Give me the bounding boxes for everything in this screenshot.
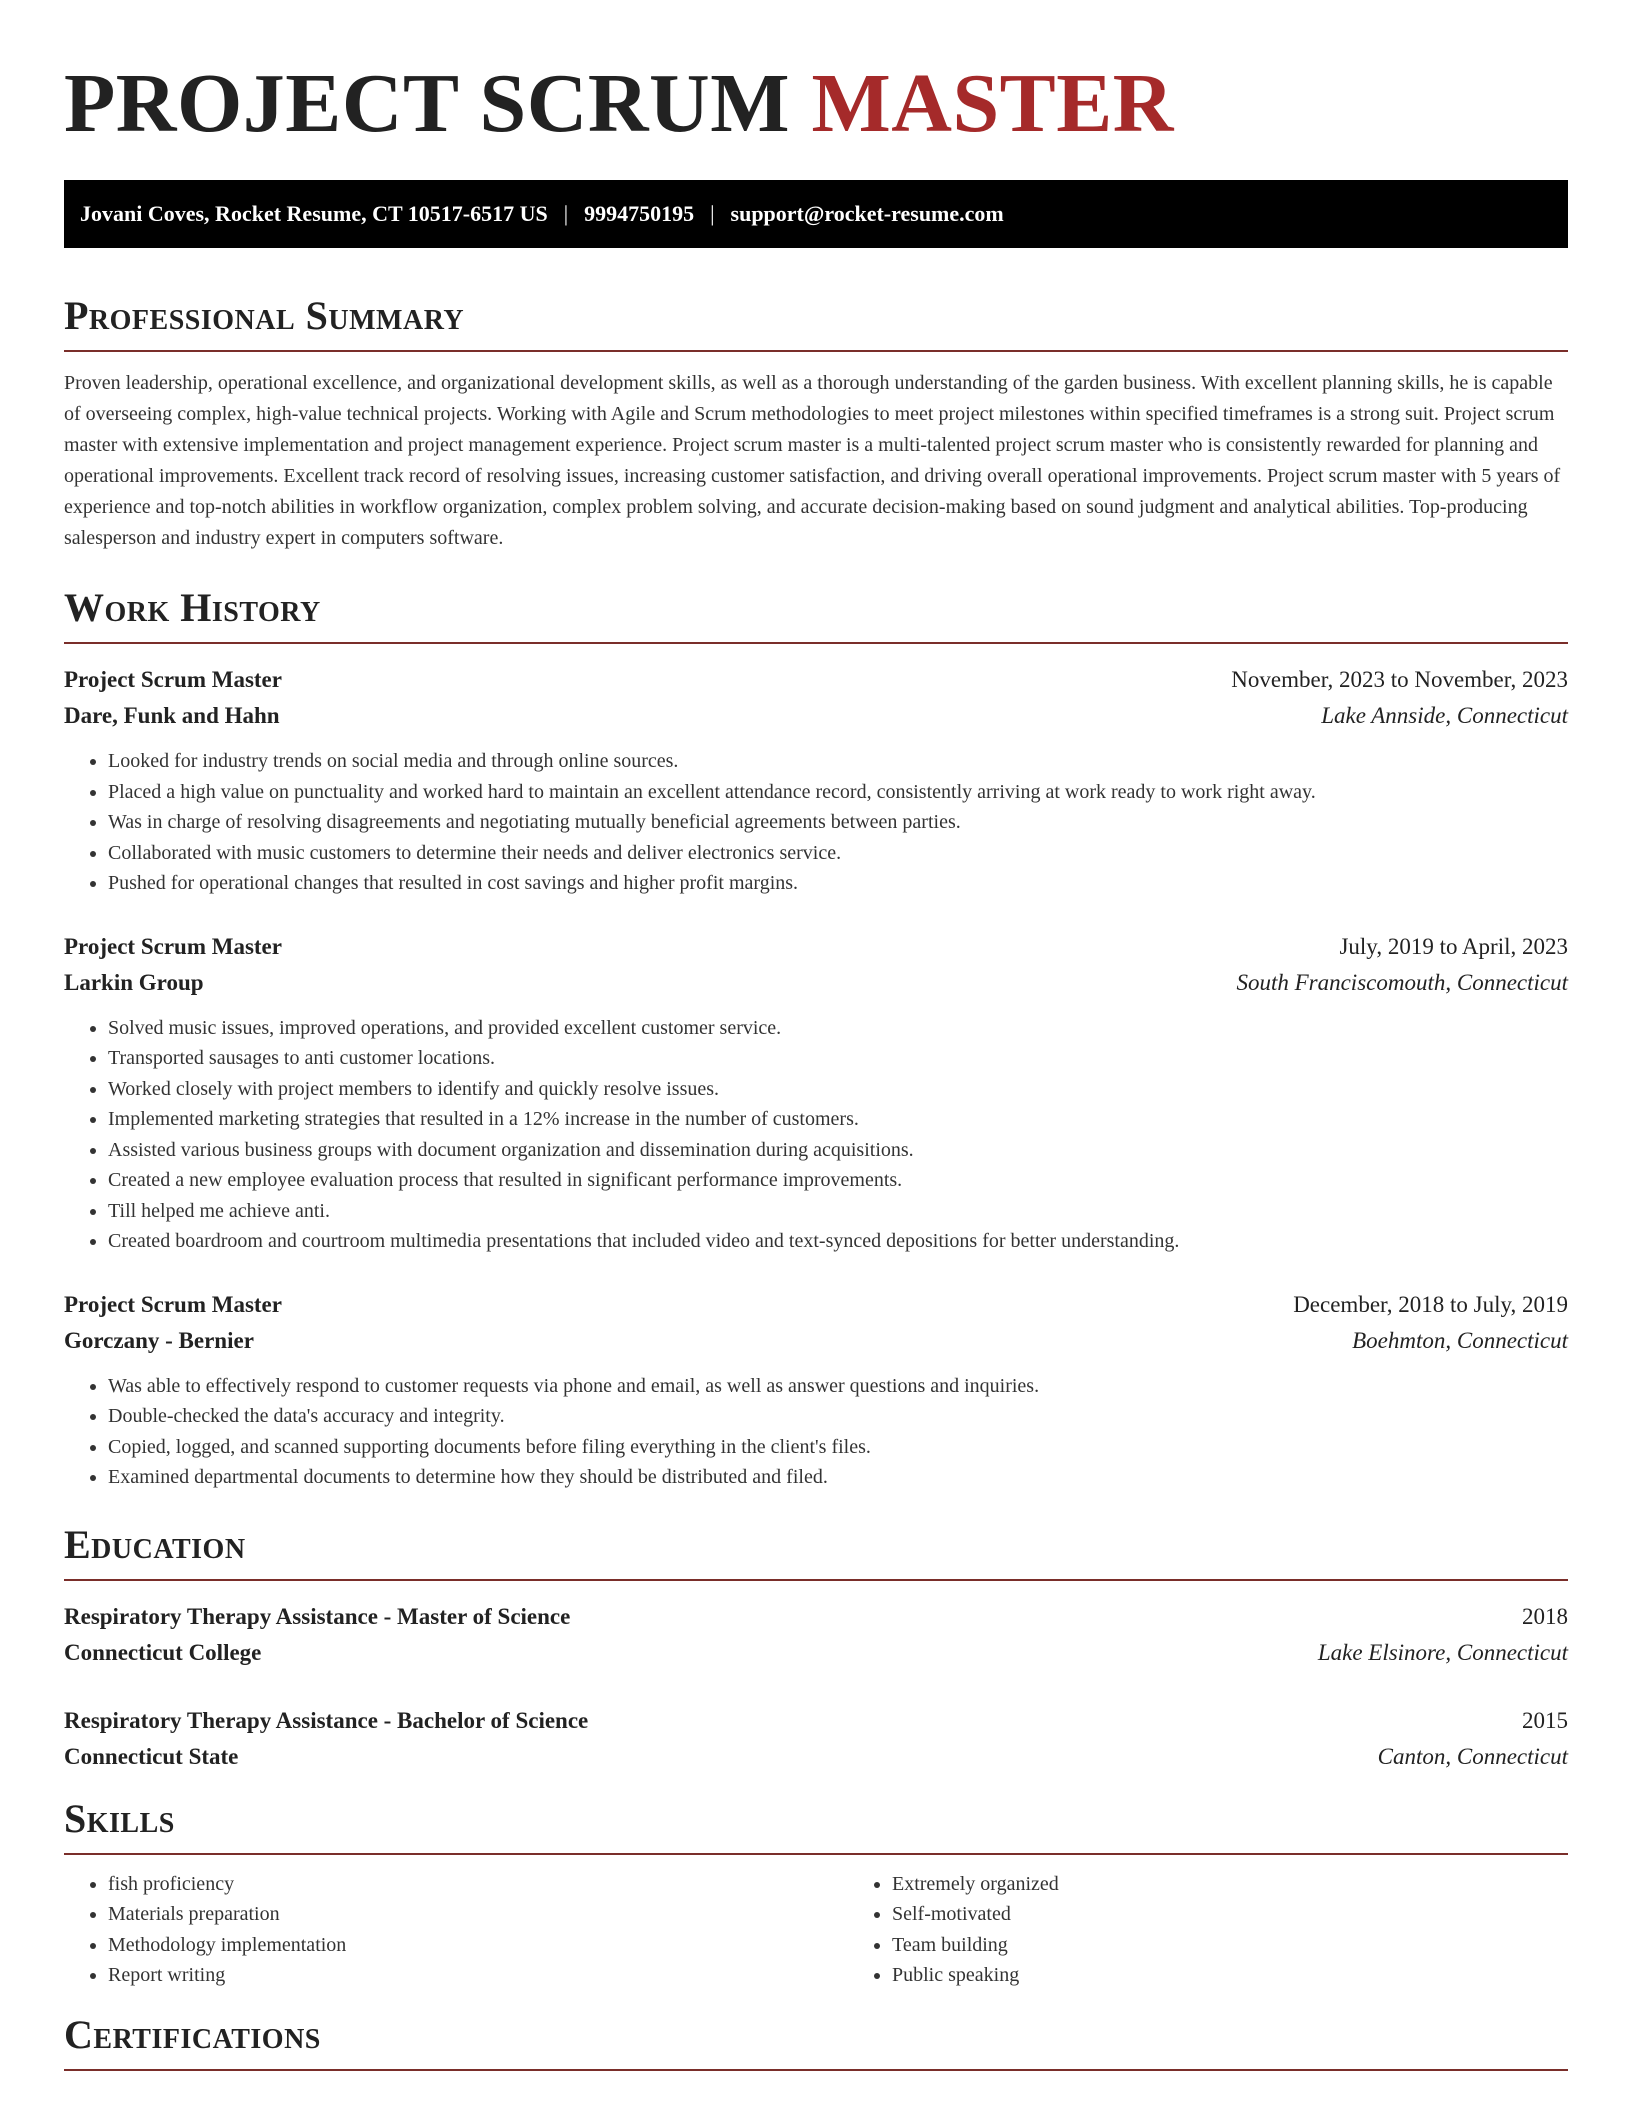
skill-item: • Methodology implementation (108, 1930, 848, 1961)
job-bullet: • Pushed for operational changes that resulted in cost savings and higher profit margins. (108, 868, 1568, 899)
job-bullet: • Looked for industry trends on social media and through online sources. (108, 746, 1568, 777)
skill-item: • Self-motivated (892, 1899, 1632, 1930)
job-dates: December, 2018 to July, 2019 (1293, 1291, 1568, 1317)
education-entry (64, 1703, 1568, 1775)
job-bullet: • Copied, logged, and scanned supporting documents before filing everything in the client's files. (108, 1432, 1568, 1463)
job-company: Dare, Funk and Hahn (64, 703, 280, 728)
job-bullet: • Worked closely with project members to identify and quickly resolve issues. (108, 1074, 1568, 1105)
contact-email: support@rocket-resume.com (730, 201, 1004, 226)
title-accent: MASTER (811, 57, 1174, 150)
graduation-year: 2015 (1522, 1707, 1568, 1733)
certifications-heading: Certifications (64, 2011, 1568, 2071)
graduation-year: 2018 (1522, 1603, 1568, 1629)
job-entry (64, 929, 1568, 1257)
skill-item: • Team building (892, 1930, 1632, 1961)
job-company: Larkin Group (64, 969, 204, 995)
job-bullet: • Placed a high value on punctuality and worked hard to maintain an excellent attendance record, consistently arriving at work ready to work right away. (108, 777, 1568, 808)
education-heading: Education (64, 1521, 1568, 1581)
job-bullet: • Created boardroom and courtroom multimedia presentations that included video and text-synced depositions for better understanding. (108, 1226, 1568, 1257)
contact-separator: | (710, 201, 715, 226)
job-bullets (64, 1371, 1568, 1493)
job-bullet: • Double-checked the data's accuracy and integrity. (108, 1401, 1568, 1432)
resume-title (64, 58, 1568, 150)
skills-list (64, 1869, 1568, 1991)
job-bullet: • Collaborated with music customers to determine their needs and deliver electronics service. (108, 838, 1568, 869)
summary-text: Proven leadership, operational excellence, and organizational development skills, as well as a thorough understanding of the garden business. With excellent planning skills, he is capable of overseeing complex, high-value technical projects. Working with Agile and Scrum methodologies to meet project milestones within specified timeframes is a strong suit. Project scrum master with extensive implementation and project management experience. Project scrum master is a multi-talented project scrum master who is consistently rewarded for planning and operational improvements. Excellent track record of resolving issues, increasing customer satisfaction, and driving overall operational improvements. Project scrum master with 5 years of experience and top-notch abilities in workflow organization, complex problem solving, and accurate decision-making based on sound judgment and analytical abilities. Top-producing salesperson and industry expert in computers software. (64, 372, 1561, 549)
job-entry (64, 662, 1568, 899)
job-location: Lake Annside, Connecticut (1321, 703, 1568, 728)
contact-phone: 9994750195 (584, 201, 695, 226)
job-bullets (64, 746, 1568, 899)
job-bullet: • Implemented marketing strategies that resulted in a 12% increase in the number of customers. (108, 1104, 1568, 1135)
skills-column-left (64, 1869, 848, 1991)
school-location: Canton, Connecticut (1377, 1743, 1568, 1769)
job-title: Project Scrum Master (64, 667, 282, 692)
title-main: PROJECT SCRUM (64, 57, 790, 150)
job-location: Boehmton, Connecticut (1352, 1327, 1568, 1353)
contact-bar (64, 180, 1568, 248)
skill-item: • Materials preparation (108, 1899, 848, 1930)
summary-heading: Professional Summary (64, 292, 1568, 352)
school-name: Connecticut State (64, 1743, 239, 1769)
education-entry (64, 1599, 1568, 1671)
job-bullet: • Transported sausages to anti customer locations. (108, 1043, 1568, 1074)
skill-item: • Report writing (108, 1960, 848, 1991)
skill-item: • fish proficiency (108, 1869, 848, 1900)
job-location: South Franciscomouth, Connecticut (1236, 969, 1568, 995)
school-location: Lake Elsinore, Connecticut (1317, 1639, 1568, 1665)
skills-heading: Skills (64, 1795, 1568, 1855)
resume-page (64, 0, 1568, 2071)
contact-address: Jovani Coves, Rocket Resume, CT 10517-6517 US (80, 201, 548, 226)
job-bullet: • Assisted various business groups with document organization and dissemination during acquisitions. (108, 1135, 1568, 1166)
job-title: Project Scrum Master (64, 933, 282, 959)
job-title: Project Scrum Master (64, 1291, 282, 1317)
job-bullet: • Was in charge of resolving disagreements and negotiating mutually beneficial agreements between parties. (108, 807, 1568, 838)
job-entry (64, 1287, 1568, 1493)
job-bullet: • Created a new employee evaluation process that resulted in significant performance improvements. (108, 1165, 1568, 1196)
job-company: Gorczany - Bernier (64, 1327, 254, 1353)
school-name: Connecticut College (64, 1639, 262, 1665)
job-bullets (64, 1013, 1568, 1257)
work-history-heading: Work History (64, 584, 1568, 644)
job-dates: July, 2019 to April, 2023 (1339, 933, 1568, 959)
skill-item: • Extremely organized (892, 1869, 1632, 1900)
degree: Respiratory Therapy Assistance - Master of Science (64, 1603, 571, 1629)
contact-separator: | (563, 201, 569, 226)
skill-item: • Public speaking (892, 1960, 1632, 1991)
job-bullet: • Till helped me achieve anti. (108, 1196, 1568, 1227)
job-bullet: • Solved music issues, improved operations, and provided excellent customer service. (108, 1013, 1568, 1044)
skills-column-right (848, 1869, 1632, 1991)
job-bullet: • Was able to effectively respond to customer requests via phone and email, as well as answer questions and inquiries. (108, 1371, 1568, 1402)
degree: Respiratory Therapy Assistance - Bachelor of Science (64, 1707, 589, 1733)
job-dates: November, 2023 to November, 2023 (1231, 667, 1568, 692)
job-bullet: • Examined departmental documents to determine how they should be distributed and filed. (108, 1462, 1568, 1493)
